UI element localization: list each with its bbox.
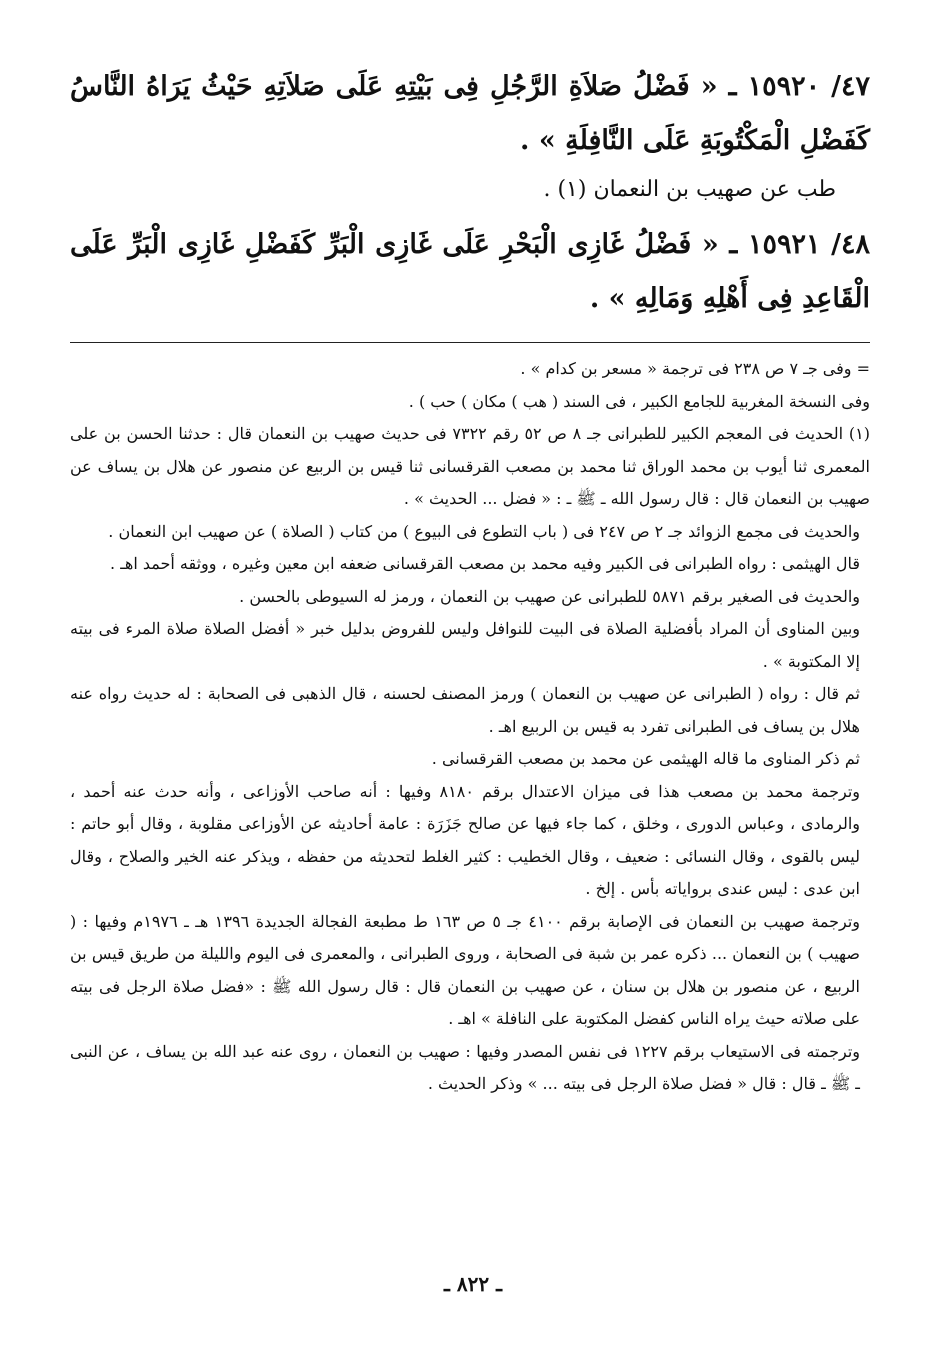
hadith-48: ٤٨/ ١٥٩٢١ ـ « فَضْلُ غَازِى الْبَحْرِ عَلَى غَازِى الْبَرِّ كَفَضْلِ غَازِى الْبَرِّ عَلَى الْقَاعِدِ فِى أَهْلِهِ وَمَالِهِ » .	[70, 229, 870, 314]
footnotes	[70, 353, 870, 1101]
footnote-paragraph: وترجمته فى الاستيعاب برقم ١٢٢٧ فى نفس المصدر وفيها : صهيب بن النعمان ، روى عنه عبد الله بن يساف ، عن النبى ـ ﷺ ـ قال : قال « فضل صلاة الرجل فى بيته ... » وذكر الحديث .	[70, 1041, 860, 1093]
page-number: ـ ٨٢٢ ـ	[444, 1272, 502, 1296]
footnote-continuation-2: وفى النسخة المغربية للجامع الكبير ، فى السند ( هب ) مكان ) حب ) .	[408, 391, 870, 411]
footnote-paragraph: ثم ذكر المناوى ما قاله الهيثمى عن محمد بن مصعب القرقسانى .	[431, 749, 860, 768]
hadith-47: ٤٧/ ١٥٩٢٠ ـ « فَضْلُ صَلاَةِ الرَّجُلِ فِى بَيْتِهِ عَلَى صَلاَتِهِ حَيْثُ يَرَاهُ النَّاسُ كَفَضْلِ الْمَكْتُوبَةِ عَلَى النَّافِلَةِ » .	[70, 71, 870, 156]
page-body	[70, 60, 870, 1101]
footnote-continuation-1: = وفى جـ ٧ ص ٢٣٨ فى ترجمة « مسعر بن كدام » .	[520, 359, 870, 378]
footnote-paragraph: وترجمة صهيب بن النعمان فى الإصابة برقم ٤١٠٠ جـ ٥ ص ١٦٣ ط مطبعة الفجالة الجديدة ١٣٩٦ هـ ـ ١٩٧٦م وفيها : ( صهيب ) بن النعمان ... ذكره عمر بن شبة فى الصحابة ، وروى الطبرانى ، والمعمرى فى اليوم والليلة من طريق قيس بن الربيع ، عن منصور بن هلال بن سنان ، عن صهيب بن النعمان قال : قال رسول الله ﷺ : «فضل صلاة الرجل فى بيته على صلاته حيث يراه الناس كفضل المكتوبة على النافلة » اهـ .	[70, 911, 861, 1028]
footnote-paragraph: وترجمة محمد بن مصعب هذا فى ميزان الاعتدال برقم ٨١٨٠ وفيها : أنه صاحب الأوزاعى ، وأنه حدث عنه أحمد ، والرمادى ، وعباس الدورى ، وخلق ، كما جاء فيها عن صالح جَزَرَة : عامة أحاديثه عن الأوزاعى مقلوبة ، وقال أبو حاتم : ليس بالقوى ، وقال النسائى : ضعيف ، وقال الخطيب : كثير الغلط لتحديثه من حفظه ، ويذكر عنه الخير والصلاح ، وقال ابن عدى : ليس عندى برواياته بأس . إلخ .	[70, 781, 861, 898]
footnote-paragraph: قال الهيثمى : رواه الطبرانى فى الكبير وفيه محمد بن مصعب القرقسانى ضعفه ابن معين وغيره ، ووثقه أحمد اهـ .	[110, 554, 860, 573]
footnote-paragraph: والحديث فى الصغير برقم ٥٨٧١ للطبرانى عن صهيب بن النعمان ، ورمز له السيوطى بالحسن .	[239, 586, 860, 606]
footnote-1: (١) الحديث فى المعجم الكبير للطبرانى جـ ٨ ص ٥٢ رقم ٧٣٢٢ فى حديث صهيب بن النعمان قال : حدثنا الحسن بن على المعمرى ثنا أيوب بن محمد الوراق ثنا محمد بن مصعب القرقسانى ثنا قيس بن الربيع عن منصور عن هلال بن يساف عن صهيب بن النعمان قال : قال رسول الله ـ ﷺ ـ : « فضل ... الحديث » .	[70, 424, 871, 508]
footnote-paragraph: والحديث فى مجمع الزوائد جـ ٢ ص ٢٤٧ فى ( باب التطوع فى البيوع ) من كتاب ( الصلاة ) عن صهيب ابن النعمان .	[108, 521, 860, 541]
hadith-47-source: طب عن صهيب بن النعمان (١) .	[543, 177, 836, 202]
footnote-divider	[70, 342, 870, 343]
footnote-paragraph: وبين المناوى أن المراد بأفضلية الصلاة فى البيت للنوافل وليس للفروض بدليل خبر « أفضل الصلاة صلاة المرء فى بيته إلا المكتوبة » .	[70, 619, 861, 671]
footnote-paragraph: ثم قال : رواه ( الطبرانى عن صهيب بن النعمان ) ورمز المصنف لحسنه ، قال الذهبى فى الصحابة : له حديث رواه عنه هلال بن يساف فى الطبرانى تفرد به قيس بن الربيع اهـ .	[70, 684, 860, 736]
